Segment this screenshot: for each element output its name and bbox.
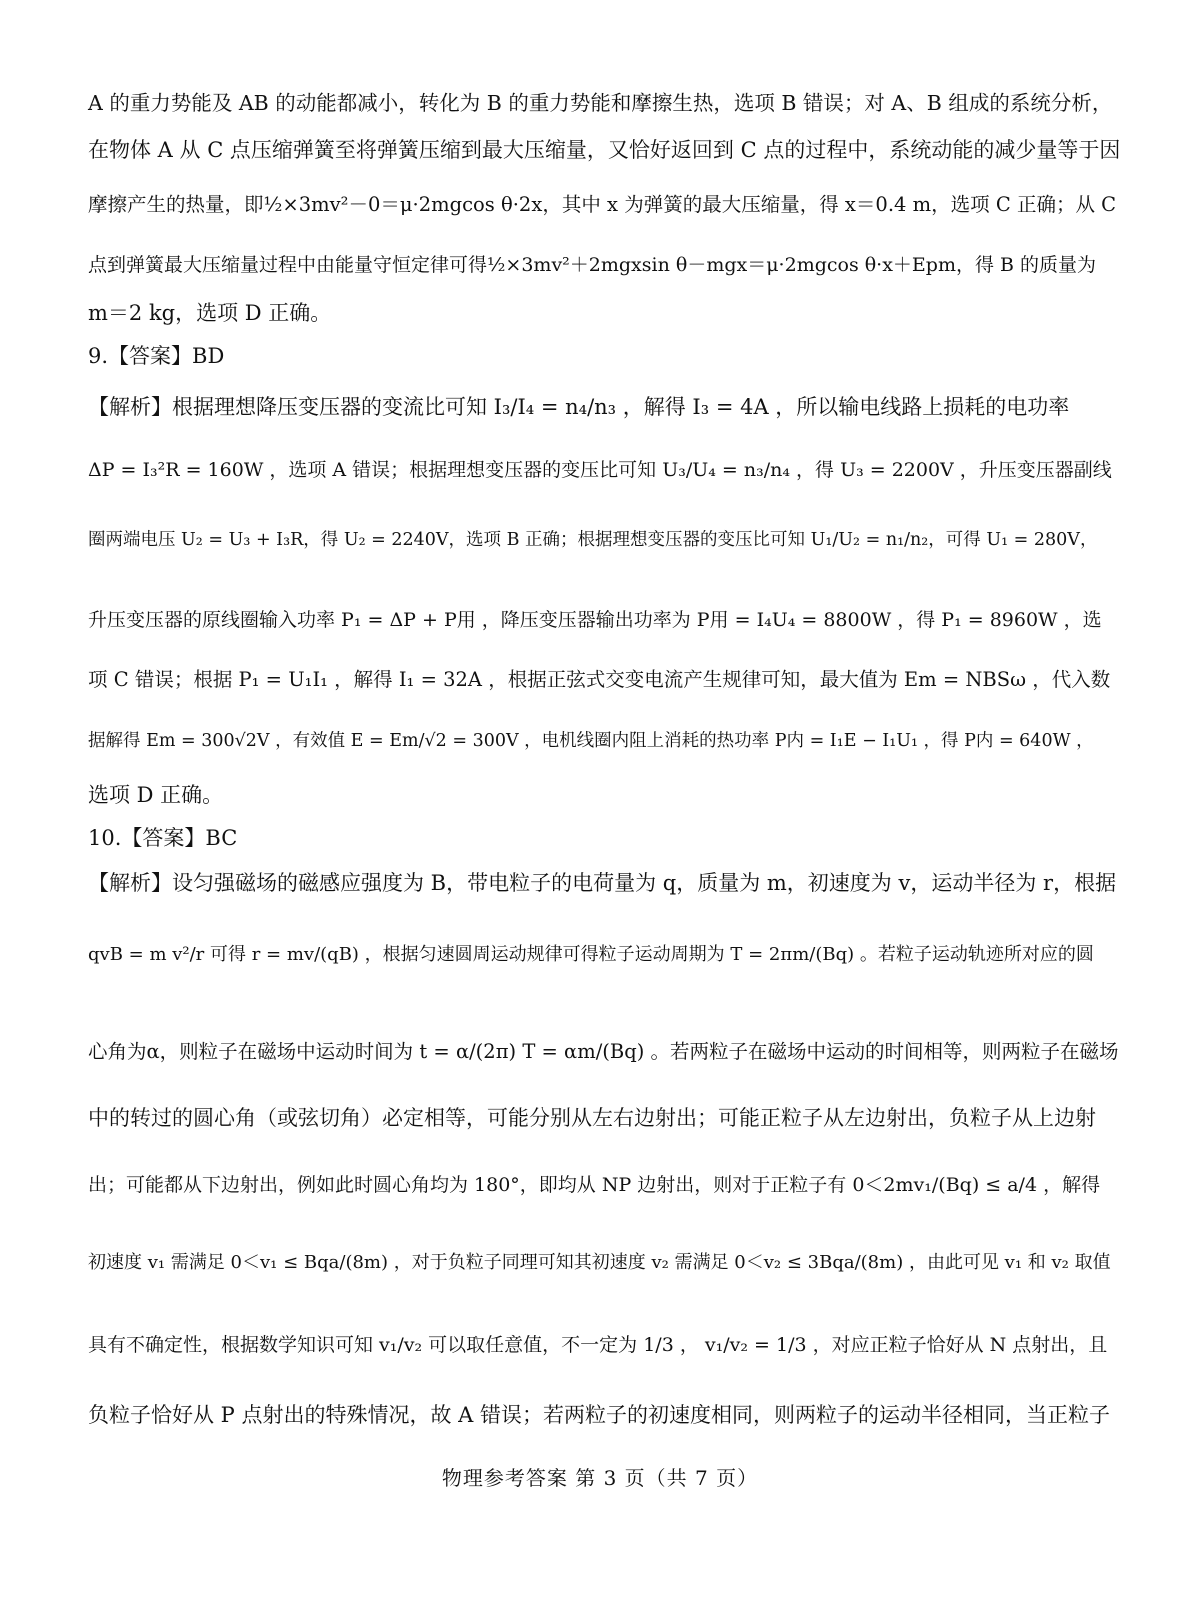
text-line (88, 1400, 1120, 1430)
line-text: 升压变压器的原线圈输入功率 P₁ = ΔP + P用 ，降压变压器输出功率为 P用 = I₄U₄ = 8800W ，得 P₁ = 8960W ，选 (88, 609, 1102, 631)
answer-heading-9 (88, 341, 1120, 371)
text-line (88, 868, 1120, 898)
text-line (88, 135, 1120, 165)
text-line (88, 1037, 1120, 1067)
text-line (88, 455, 1120, 485)
text-line (88, 525, 1120, 555)
text-line (88, 392, 1120, 422)
answer-heading-10 (88, 823, 1120, 853)
text-line (88, 665, 1120, 695)
line-text: 10.【答案】BC (88, 826, 238, 850)
line-text: 选项 D 正确。 (88, 783, 224, 807)
text-line (88, 605, 1120, 635)
line-text: A 的重力势能及 AB 的动能都减小，转化为 B 的重力势能和摩擦生热，选项 B 错误；对 A、B 组成的系统分析， (88, 91, 1113, 115)
line-text: 具有不确定性，根据数学知识可知 v₁/v₂ 可以取任意值，不一定为 1/3 ， v₁/v₂ = 1/3 ，对应正粒子恰好从 N 点射出，且 (88, 1334, 1108, 1356)
text-line (88, 250, 1120, 280)
line-text: 【解析】设匀强磁场的磁感应强度为 B，带电粒子的电荷量为 q，质量为 m，初速度为 v，运动半径为 r，根据 (88, 871, 1117, 895)
text-line (88, 1103, 1120, 1133)
text-line (88, 1248, 1120, 1278)
line-text: 据解得 Em = 300√2V ，有效值 E = Em/√2 = 300V ，电机线圈内阻上消耗的热功率 P内 = I₁E − I₁U₁ ，得 P内 = 640W ， (88, 731, 1094, 751)
line-text: 出；可能都从下边射出，例如此时圆心角均为 180°，即均从 NP 边射出，则对于正粒子有 0＜2mv₁/(Bq) ≤ a/4 ，解得 (88, 1174, 1101, 1196)
line-text: 摩擦产生的热量，即½×3mv²－0＝μ·2mgcos θ·2x，其中 x 为弹簧的最大压缩量，得 x＝0.4 m，选项 C 正确；从 C (88, 193, 1117, 216)
line-text: 点到弹簧最大压缩量过程中由能量守恒定律可得½×3mv²＋2mgxsin θ－mgx＝μ·2mgcos θ·x＋Epm，得 B 的质量为 (88, 254, 1097, 276)
text-line (88, 780, 1120, 810)
line-text: 初速度 v₁ 需满足 0＜v₁ ≤ Bqa/(8m) ，对于负粒子同理可知其初速度 v₂ 需满足 0＜v₂ ≤ 3Bqa/(8m) ，由此可见 v₁ 和 v₂ 取值 (88, 1252, 1111, 1273)
page-footer: 物理参考答案 第 3 页（共 7 页） (441, 1466, 759, 1490)
text-line (88, 940, 1120, 970)
line-text: 中的转过的圆心角（或弦切角）必定相等，可能分别从左右边射出；可能正粒子从左边射出，负粒子从上边射 (88, 1106, 1096, 1130)
text-line (88, 298, 1120, 328)
text-line (88, 1330, 1120, 1360)
text-line (88, 1170, 1120, 1200)
text-line (88, 88, 1120, 118)
line-text: 圈两端电压 U₂ = U₃ + I₃R，得 U₂ = 2240V，选项 B 正确；根据理想变压器的变压比可知 U₁/U₂ = n₁/n₂，可得 U₁ = 280V， (88, 530, 1098, 550)
line-text: 负粒子恰好从 P 点射出的特殊情况，故 A 错误；若两粒子的初速度相同，则两粒子的运动半径相同，当正粒子 (88, 1403, 1110, 1427)
text-line (88, 726, 1120, 756)
line-text: 心角为α，则粒子在磁场中运动时间为 t = α/(2π) T = αm/(Bq) 。若两粒子在磁场中运动的时间相等，则两粒子在磁场 (88, 1040, 1119, 1063)
line-text: 【解析】根据理想降压变压器的变流比可知 I₃/I₄ = n₄/n₃ ，解得 I₃ = 4A ，所以输电线路上损耗的电功率 (88, 395, 1070, 419)
text-line (88, 190, 1120, 220)
line-text: ΔP = I₃²R = 160W ，选项 A 错误；根据理想变压器的变压比可知 U₃/U₄ = n₃/n₄ ，得 U₃ = 2200V ，升压变压器副线 (88, 459, 1112, 481)
line-text: m＝2 kg，选项 D 正确。 (88, 301, 332, 325)
line-text: 项 C 错误；根据 P₁ = U₁I₁ ，解得 I₁ = 32A ，根据正弦式交变电流产生规律可知，最大值为 Em = NBSω ，代入数 (88, 668, 1111, 691)
line-text: 9.【答案】BD (88, 344, 225, 368)
line-text: 在物体 A 从 C 点压缩弹簧至将弹簧压缩到最大压缩量，又恰好返回到 C 点的过程中，系统动能的减少量等于因 (88, 138, 1121, 162)
line-text: qvB = m v²/r 可得 r = mv/(qB) ，根据匀速圆周运动规律可得粒子运动周期为 T = 2πm/(Bq) 。若粒子运动轨迹所对应的圆 (88, 944, 1094, 965)
